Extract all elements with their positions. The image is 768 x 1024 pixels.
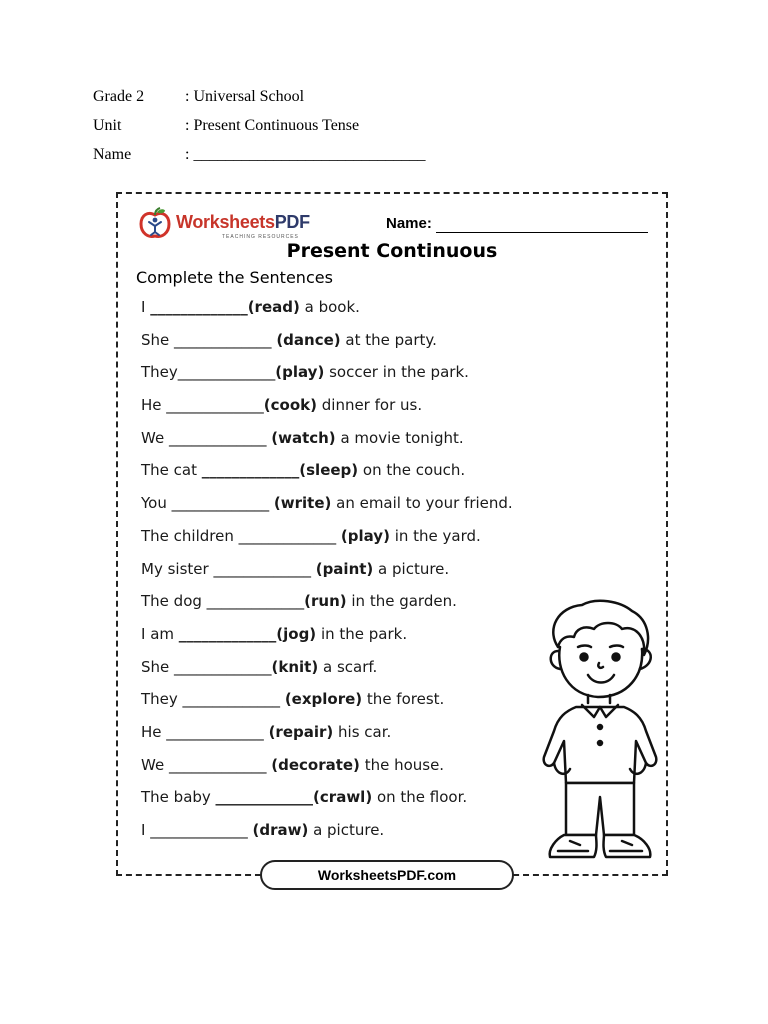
- boy-illustration: [536, 599, 664, 875]
- sentence-item: [141, 590, 513, 623]
- sentence-item: [141, 688, 513, 721]
- sentence-rest: an email to your friend.: [331, 494, 513, 513]
- sentence-rest: in the garden.: [346, 592, 457, 611]
- sentence-rest: a picture.: [308, 821, 385, 839]
- sentence-item: [141, 492, 513, 525]
- verb-hint: (paint): [315, 559, 374, 578]
- sentence-subject: He: [141, 396, 167, 415]
- sentence-item: [141, 754, 513, 787]
- sentence-rest: in the yard.: [389, 526, 481, 545]
- answer-blank: _____________: [213, 559, 316, 578]
- sentence-subject: They: [141, 363, 178, 382]
- sentence-item: [141, 329, 513, 362]
- sentence-subject: I: [141, 821, 151, 839]
- sentence-subject: You: [141, 494, 172, 513]
- sentence-rest: a movie tonight.: [335, 428, 464, 447]
- sentence-item: [141, 819, 513, 852]
- sentence-rest: his car.: [333, 722, 392, 741]
- answer-blank: _____________: [168, 428, 272, 447]
- sentence-rest: dinner for us.: [316, 396, 423, 415]
- sentence-item: [141, 558, 513, 591]
- answer-blank: _____________: [168, 755, 272, 774]
- verb-hint: (draw): [252, 821, 309, 839]
- answer-blank: _____________: [238, 526, 341, 545]
- sentence-rest: soccer in the park.: [324, 363, 469, 382]
- sentence-subject: The baby: [141, 788, 216, 807]
- sentence-item: [141, 721, 513, 754]
- name-value: : _____________________________: [185, 146, 426, 163]
- worksheet-title: Present Continuous: [286, 240, 498, 262]
- sentence-subject: We: [141, 755, 169, 774]
- answer-blank: _____________: [174, 330, 277, 349]
- verb-hint: (run): [304, 592, 347, 611]
- verb-hint: (explore): [284, 690, 363, 709]
- verb-hint: (play): [275, 363, 325, 382]
- sentence-item: [141, 296, 513, 329]
- sentence-item: [141, 394, 513, 427]
- logo-subtitle: TEACHING RESOURCES: [222, 234, 299, 240]
- sentence-item: [141, 786, 513, 819]
- answer-blank: _____________: [182, 690, 285, 709]
- verb-hint: (repair): [268, 722, 334, 741]
- answer-blank: _____________: [201, 461, 300, 480]
- verb-hint: (play): [340, 526, 390, 545]
- worksheet-name-line: [436, 232, 648, 233]
- grade-label: Grade 2: [93, 88, 145, 105]
- sentence-rest: a scarf.: [318, 657, 378, 676]
- answer-blank: _____________: [178, 624, 277, 643]
- answer-blank: _____________: [171, 494, 274, 513]
- sentence-rest: a book.: [299, 298, 360, 316]
- sentence-rest: a picture.: [373, 559, 450, 578]
- verb-hint: (jog): [276, 624, 317, 643]
- verb-hint: (decorate): [271, 755, 360, 774]
- sentence-subject: I am: [141, 624, 179, 643]
- answer-blank: _____________: [215, 788, 314, 807]
- sentence-subject: She: [141, 657, 175, 676]
- footer-url-badge: WorksheetsPDF.com: [260, 860, 514, 890]
- worksheet-name-label: Name:: [386, 215, 432, 232]
- verb-hint: (dance): [276, 330, 341, 349]
- logo-text-main: Worksheets: [176, 212, 275, 232]
- worksheet-image: [116, 192, 668, 883]
- verb-hint: (knit): [271, 657, 319, 676]
- answer-blank: _____________: [150, 821, 253, 839]
- answer-blank: _____________: [177, 363, 276, 382]
- answer-blank: _____________: [166, 396, 264, 415]
- sentence-subject: We: [141, 428, 169, 447]
- answer-blank: _____________: [150, 298, 248, 316]
- sentence-subject: My sister: [141, 559, 214, 578]
- verb-hint: (cook): [263, 396, 317, 415]
- sentence-rest: on the couch.: [358, 461, 466, 480]
- answer-blank: _____________: [206, 592, 305, 611]
- sentence-item: [141, 427, 513, 460]
- sentence-item: [141, 459, 513, 492]
- logo-text: [176, 212, 310, 233]
- sentence-item: [141, 656, 513, 689]
- answer-blank: _____________: [166, 722, 269, 741]
- verb-hint: (sleep): [299, 461, 359, 480]
- sentence-subject: They: [141, 690, 183, 709]
- sentence-rest: the house.: [359, 755, 445, 774]
- sentence-subject: The cat: [141, 461, 202, 480]
- sentence-subject: She: [141, 330, 175, 349]
- answer-blank: _____________: [174, 657, 272, 676]
- sentence-subject: The dog: [141, 592, 207, 611]
- sentence-item: [141, 361, 513, 394]
- sentence-rest: on the floor.: [372, 788, 468, 807]
- verb-hint: (watch): [271, 428, 336, 447]
- logo-text-pdf: PDF: [274, 212, 310, 232]
- worksheetspdf-logo: [138, 206, 318, 242]
- worksheet-subtitle: Complete the Sentences: [136, 268, 333, 287]
- verb-hint: (write): [273, 494, 332, 513]
- sentence-subject: He: [141, 722, 167, 741]
- apple-icon: [138, 206, 172, 240]
- sentence-subject: The children: [141, 526, 239, 545]
- sentence-item: [141, 623, 513, 656]
- unit-label: Unit: [93, 117, 122, 134]
- verb-hint: (crawl): [313, 788, 373, 807]
- sentence-list: [141, 296, 513, 852]
- verb-hint: (read): [247, 298, 300, 316]
- unit-value: : Present Continuous Tense: [185, 117, 360, 134]
- grade-value: : Universal School: [185, 88, 305, 105]
- sentence-rest: at the party.: [340, 330, 437, 349]
- sentence-rest: the forest.: [362, 690, 445, 709]
- sentence-subject: I: [141, 298, 151, 316]
- sentence-rest: in the park.: [316, 624, 408, 643]
- sentence-item: [141, 525, 513, 558]
- name-label: Name: [93, 146, 132, 163]
